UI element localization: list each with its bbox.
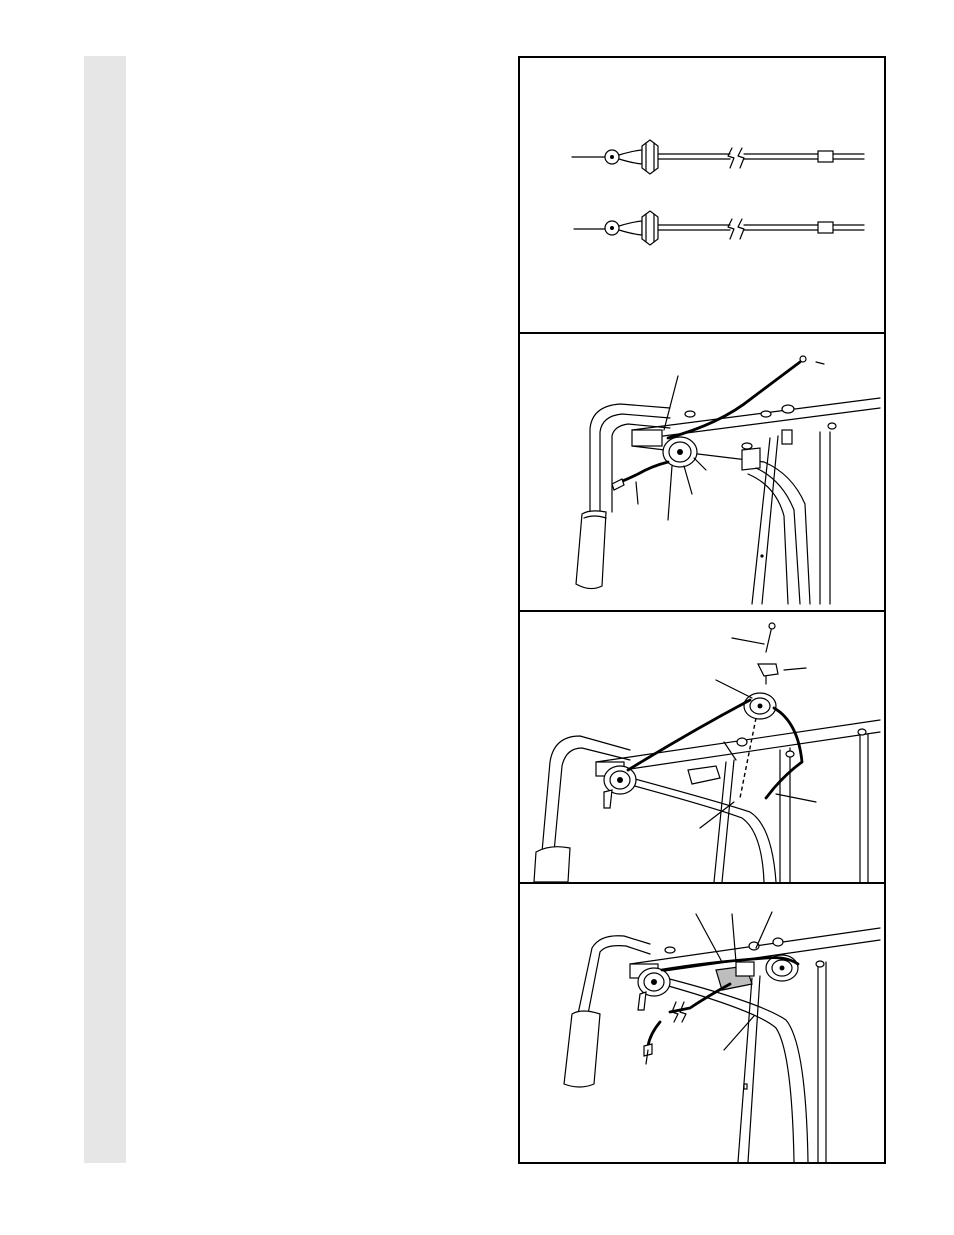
page-margin-bar <box>84 56 126 1163</box>
upright-post <box>590 404 670 514</box>
center-pulley-pair <box>665 938 824 990</box>
bolts <box>685 405 836 449</box>
callout-lines <box>700 638 816 828</box>
rear-frame <box>738 962 826 1162</box>
cable-lower <box>574 211 864 245</box>
figure-center-pulleys <box>520 884 884 1162</box>
figure-left-pulley <box>520 334 884 610</box>
cable-upper <box>572 140 864 174</box>
instruction-text-column <box>140 56 500 1163</box>
callout-lines <box>636 362 824 520</box>
hand-grip <box>576 511 606 589</box>
upright-post <box>534 736 630 882</box>
assembly-dashed-line <box>740 718 756 798</box>
cable-route <box>612 356 806 490</box>
upright-post <box>564 936 650 1087</box>
pulley-left <box>638 968 670 1010</box>
figure-top-pulley <box>520 612 884 882</box>
figure-cables <box>520 58 884 332</box>
pulley-left <box>604 766 636 808</box>
figure-frame <box>518 56 886 1164</box>
cable-route <box>628 700 802 798</box>
